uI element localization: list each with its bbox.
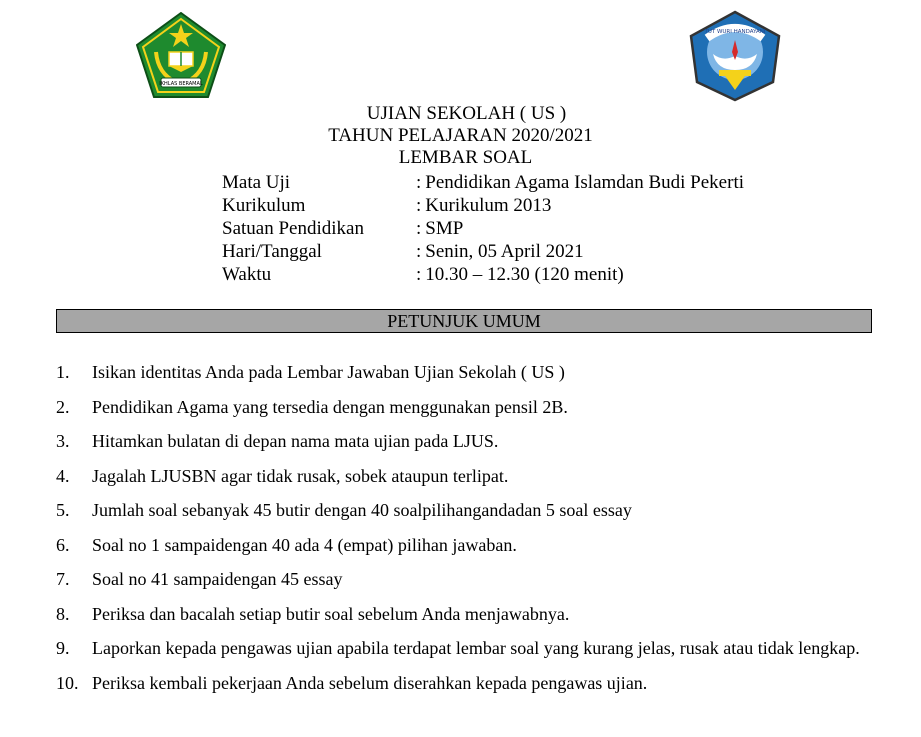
academic-year: TAHUN PELAJARAN 2020/2021 — [328, 125, 593, 146]
info-value-wrap — [416, 194, 551, 217]
list-item — [56, 459, 871, 494]
info-label: Satuan Pendidikan — [222, 218, 364, 239]
info-value-wrap — [416, 217, 463, 240]
info-value-wrap — [416, 240, 584, 263]
document-header — [0, 103, 921, 169]
item-text: Hitamkan bulatan di depan nama mata ujian pada LJUS. — [92, 431, 499, 451]
info-value: SMP — [425, 218, 464, 239]
exam-title: UJIAN SEKOLAH ( US ) — [366, 103, 567, 124]
item-number: 7. — [56, 569, 70, 589]
general-instructions-banner: PETUNJUK UMUM — [56, 309, 872, 333]
info-label: Kurikulum — [222, 195, 306, 216]
kemenag-logo-icon — [136, 12, 226, 98]
list-item — [56, 597, 871, 632]
info-value: Pendidikan Agama Islamdan Budi Pekerti — [425, 172, 745, 193]
item-number: 5. — [56, 500, 70, 520]
item-text: Jumlah soal sebanyak 45 butir dengan 40 soalpilihangandadan 5 soal essay — [92, 500, 632, 520]
item-number: 4. — [56, 465, 70, 486]
info-label: Hari/Tanggal — [222, 241, 322, 262]
item-number: 6. — [56, 534, 70, 555]
item-number: 1. — [56, 362, 70, 382]
list-item — [56, 424, 871, 459]
list-item — [56, 666, 871, 701]
info-label: Waktu — [222, 264, 272, 285]
info-value: 10.30 – 12.30 (120 menit) — [425, 264, 624, 285]
sheet-title: LEMBAR SOAL — [398, 147, 533, 168]
kemenag-logo — [136, 12, 226, 98]
info-colon: : — [416, 218, 422, 239]
item-text: Soal no 41 sampaidengan 45 essay — [92, 569, 343, 589]
item-text: Periksa dan bacalah setiap butir soal sebelum Anda menjawabnya. — [92, 603, 570, 624]
tut-wuri-handayani-logo — [689, 10, 781, 102]
info-value-wrap — [416, 263, 624, 286]
info-value-wrap — [416, 171, 744, 194]
info-colon: : — [416, 264, 422, 285]
tut-wuri-handayani-logo-icon — [689, 10, 781, 102]
info-value: Kurikulum 2013 — [425, 195, 552, 216]
list-item — [56, 390, 871, 425]
list-item — [56, 355, 871, 390]
info-colon: : — [416, 241, 422, 262]
list-item — [56, 562, 871, 597]
item-number: 8. — [56, 603, 70, 624]
item-text: Laporkan kepada pengawas ujian apabila terdapat lembar soal yang kurang jelas, rusak atau tidak lengkap. — [92, 638, 860, 658]
instructions-list — [56, 355, 871, 700]
list-item — [56, 493, 871, 528]
item-text: Isikan identitas Anda pada Lembar Jawaban Ujian Sekolah ( US ) — [92, 362, 565, 382]
info-colon: : — [416, 172, 422, 193]
item-text: Periksa kembali pekerjaan Anda sebelum diserahkan kepada pengawas ujian. — [92, 672, 648, 693]
item-number: 9. — [56, 638, 70, 658]
item-text: Jagalah LJUSBN agar tidak rusak, sobek ataupun terlipat. — [92, 465, 509, 486]
item-text: Pendidikan Agama yang tersedia dengan menggunakan pensil 2B. — [92, 396, 568, 417]
item-number: 10. — [56, 672, 79, 693]
info-colon: : — [416, 195, 422, 216]
item-text: Soal no 1 sampaidengan 40 ada 4 (empat) pilihan jawaban. — [92, 534, 517, 555]
info-value: Senin, 05 April 2021 — [425, 241, 584, 262]
tut-wuri-ribbon-text: TUT WURI HANDAYANI — [704, 29, 766, 35]
item-number: 3. — [56, 431, 70, 451]
item-number: 2. — [56, 396, 70, 417]
info-label: Mata Uji — [222, 172, 291, 193]
list-item — [56, 528, 871, 563]
list-item — [56, 631, 871, 666]
kemenag-ribbon-text: IKHLAS BERAMAL — [159, 81, 203, 87]
